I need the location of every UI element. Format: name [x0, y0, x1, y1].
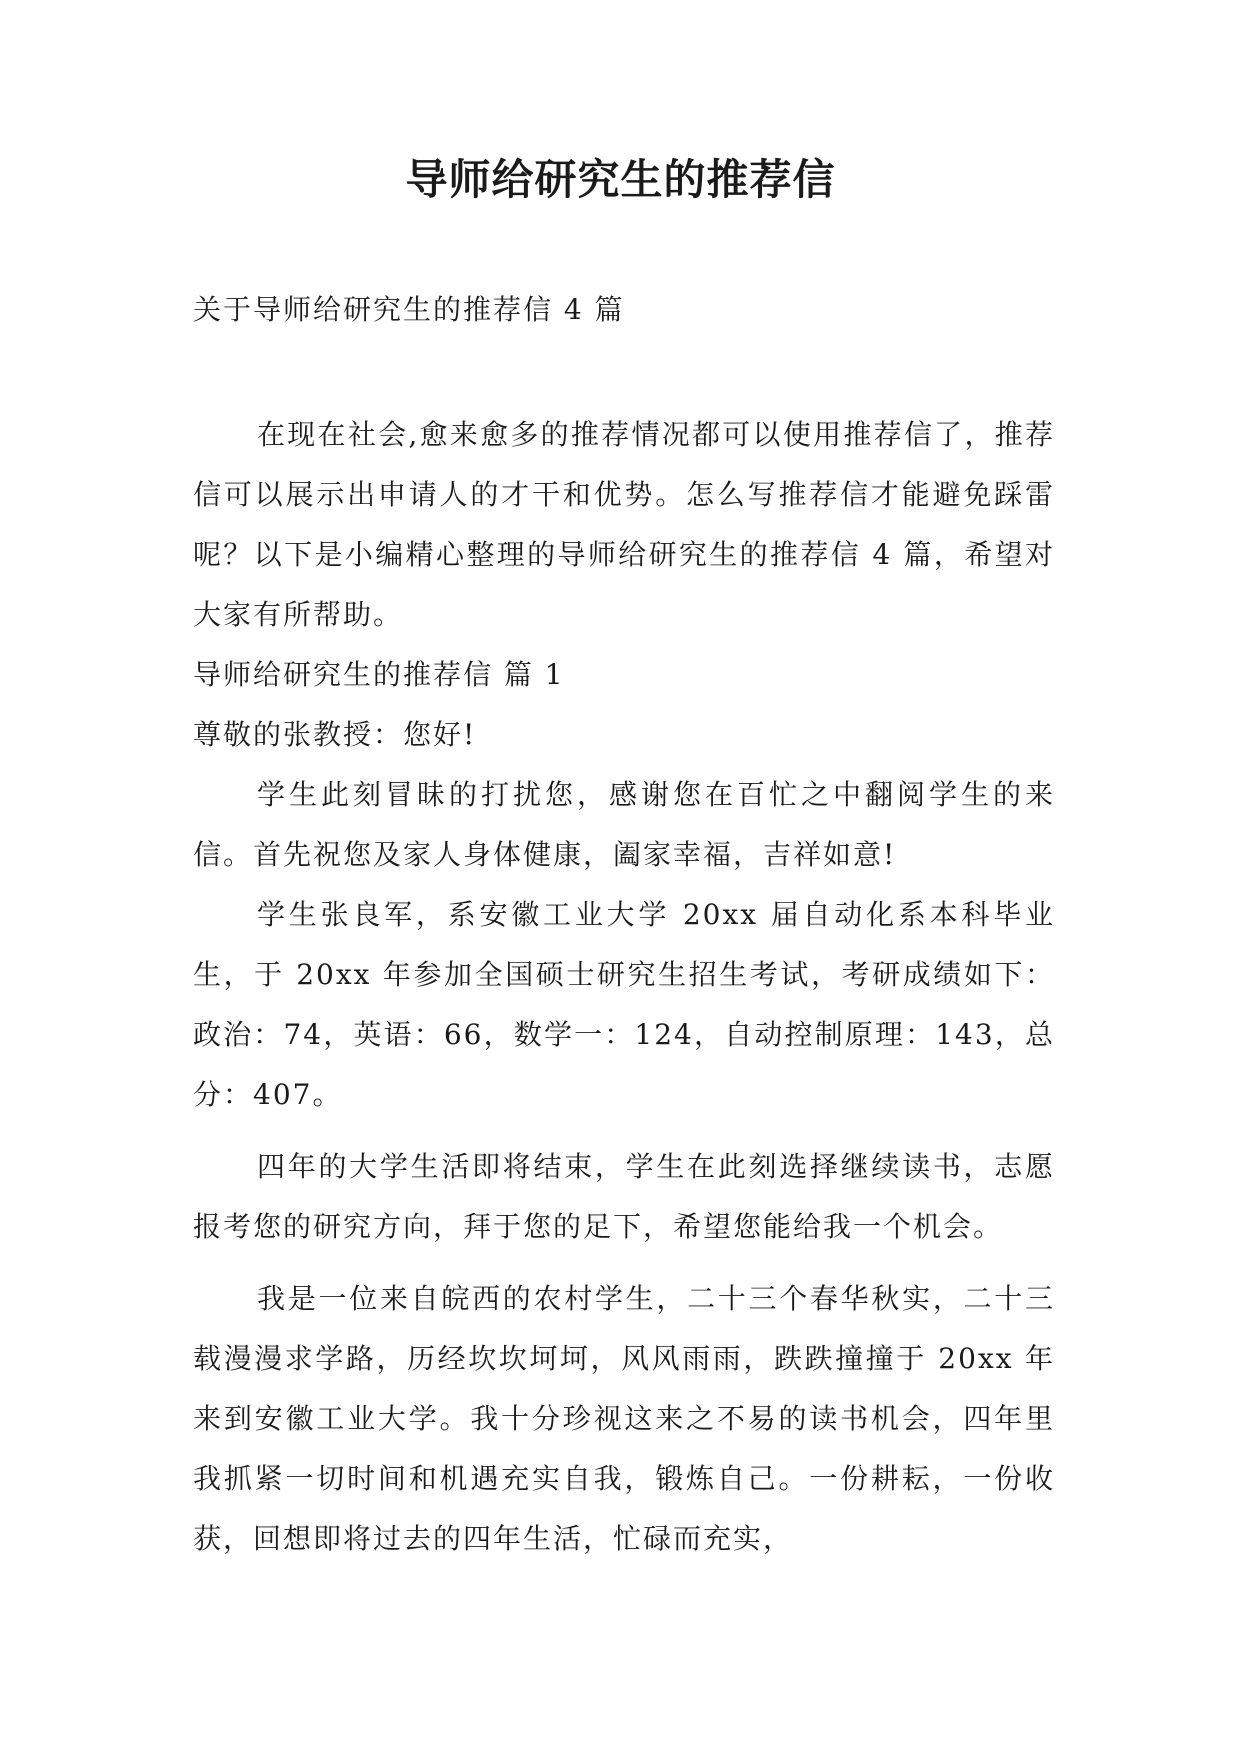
- document-body: [193, 405, 1055, 1569]
- body-paragraph: 我是一位来自皖西的农村学生，二十三个春华秋实，二十三载漫漫求学路，历经坎坎坷坷，风风雨雨，跌跌撞撞于 20xx 年来到安徽工业大学。我十分珍视这来之不易的读书机会，四年里我抓紧一切时间和机遇充实自我，锻炼自己。一份耕耘，一份收获，回想即将过去的四年生活，忙碌而充实，: [193, 1282, 1055, 1555]
- document-subtitle: 关于导师给研究生的推荐信 4 篇: [193, 293, 625, 326]
- intro-paragraph: 在现在社会,愈来愈多的推荐情况都可以使用推荐信了，推荐信可以展示出申请人的才干和优势。怎么写推荐信才能避免踩雷呢？以下是小编精心整理的导师给研究生的推荐信 4 篇，希望对大家有所帮助。: [193, 418, 1055, 631]
- body-paragraph: 学生此刻冒昧的打扰您，感谢您在百忙之中翻阅学生的来信。首先祝您及家人身体健康，阖家幸福，吉祥如意!: [193, 778, 1055, 871]
- body-paragraph: 学生张良军，系安徽工业大学 20xx 届自动化系本科毕业生，于 20xx 年参加全国硕士研究生招生考试，考研成绩如下：政治：74，英语：66，数学一：124，自动控制原理：143，总分：407。: [193, 898, 1055, 1111]
- salutation: 尊敬的张教授：您好!: [193, 718, 477, 751]
- section-heading: 导师给研究生的推荐信 篇 1: [193, 658, 565, 691]
- body-paragraph: 四年的大学生活即将结束，学生在此刻选择继续读书，志愿报考您的研究方向，拜于您的足下，希望您能给我一个机会。: [193, 1150, 1055, 1243]
- document-title: 导师给研究生的推荐信: [405, 155, 836, 204]
